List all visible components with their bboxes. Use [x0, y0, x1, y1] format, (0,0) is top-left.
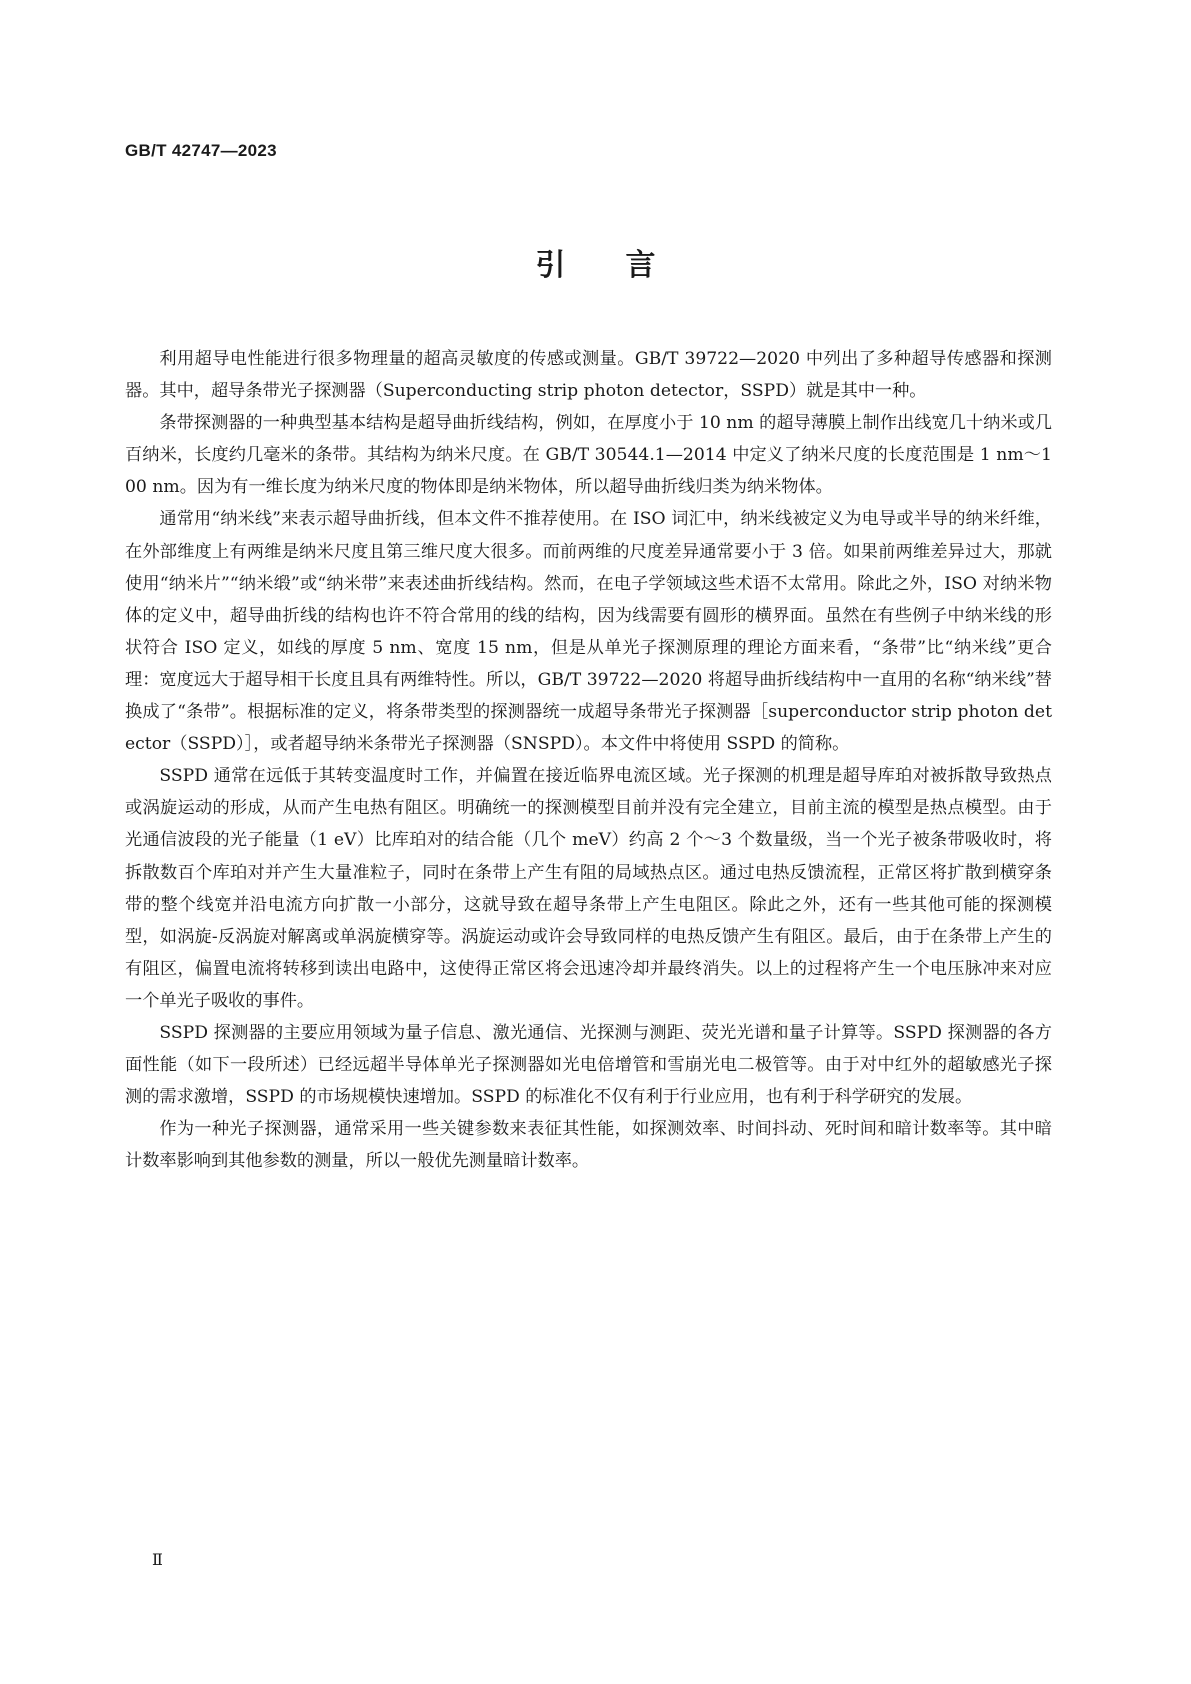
page-number: Ⅱ [152, 1552, 163, 1569]
paragraph-2: 条带探测器的一种典型基本结构是超导曲折线结构，例如，在厚度小于 10 nm 的超导薄膜上制作出线宽几十纳米或几百纳米，长度约几毫米的条带。其结构为纳米尺度。在 GB/T 30544.1—2014 中定义了纳米尺度的长度范围是 1 nm～100 nm。因为有一维长度为纳米尺度的物体即是纳米物体，所以超导曲折线归类为纳米物体。 [125, 413, 1052, 498]
body-text [125, 343, 1052, 1177]
paragraph-5: SSPD 探测器的主要应用领域为量子信息、激光通信、光探测与测距、荧光光谱和量子计算等。SSPD 探测器的各方面性能（如下一段所述）已经远超半导体单光子探测器如光电倍增管和雪崩光电二极管等。由于对中红外的超敏感光子探测的需求激增，SSPD 的市场规模快速增加。SSPD 的标准化不仅有利于行业应用，也有利于科学研究的发展。 [125, 1022, 1052, 1108]
paragraph-3: 通常用“纳米线”来表示超导曲折线，但本文件不推荐使用。在 ISO 词汇中，纳米线被定义为电导或半导的纳米纤维，在外部维度上有两维是纳米尺度且第三维尺度大很多。而前两维的尺度差异通常要小于 3 倍。如果前两维差异过大，那就使用“纳米片”“纳米缎”或“纳米带”来表述曲折线结构。然而，在电子学领域这些术语不太常用。除此之外，ISO 对纳米物体的定义中，超导曲折线的结构也许不符合常用的线的结构，因为线需要有圆形的横界面。虽然在有些例子中纳米线的形状符合 ISO 定义，如线的厚度 5 nm、宽度 15 nm，但是从单光子探测原理的理论方面来看，“条带”比“纳米线”更合理：宽度远大于超导相干长度且具有两维特性。所以，GB/T 39722—2020 将超导曲折线结构中一直用的名称“纳米线”替换成了“条带”。根据标准的定义，将条带类型的探测器统一成超导条带光子探测器［superconductor strip photon detector（SSPD）］，或者超导纳米条带光子探测器（SNSPD）。本文件中将使用 SSPD 的简称。 [125, 509, 1052, 755]
paragraph-1: 利用超导电性能进行很多物理量的超高灵敏度的传感或测量。GB/T 39722—2020 中列出了多种超导传感器和探测器。其中，超导条带光子探测器（Superconducting strip photon detector，SSPD）就是其中一种。 [125, 349, 1052, 402]
paragraph-6: 作为一种光子探测器，通常采用一些关键参数来表征其性能，如探测效率、时间抖动、死时间和暗计数率等。其中暗计数率影响到其他参数的测量，所以一般优先测量暗计数率。 [125, 1119, 1052, 1172]
section-title: 引言 [535, 248, 716, 283]
standard-code-header: GB/T 42747—2023 [125, 141, 277, 160]
paragraph-4: SSPD 通常在远低于其转变温度时工作，并偏置在接近临界电流区域。光子探测的机理是超导库珀对被拆散导致热点或涡旋运动的形成，从而产生电热有阻区。明确统一的探测模型目前并没有完全建立，目前主流的模型是热点模型。由于光通信波段的光子能量（1 eV）比库珀对的结合能（几个 meV）约高 2 个～3 个数量级，当一个光子被条带吸收时，将拆散数百个库珀对并产生大量准粒子，同时在条带上产生有阻的局域热点区。通过电热反馈流程，正常区将扩散到横穿条带的整个线宽并沿电流方向扩散一小部分，这就导致在超导条带上产生电阻区。除此之外，还有一些其他可能的探测模型，如涡旋-反涡旋对解离或单涡旋横穿等。涡旋运动或许会导致同样的电热反馈产生有阻区。最后，由于在条带上产生的有阻区，偏置电流将转移到读出电路中，这使得正常区将会迅速冷却并最终消失。以上的过程将产生一个电压脉冲来对应一个单光子吸收的事件。 [125, 766, 1052, 1011]
